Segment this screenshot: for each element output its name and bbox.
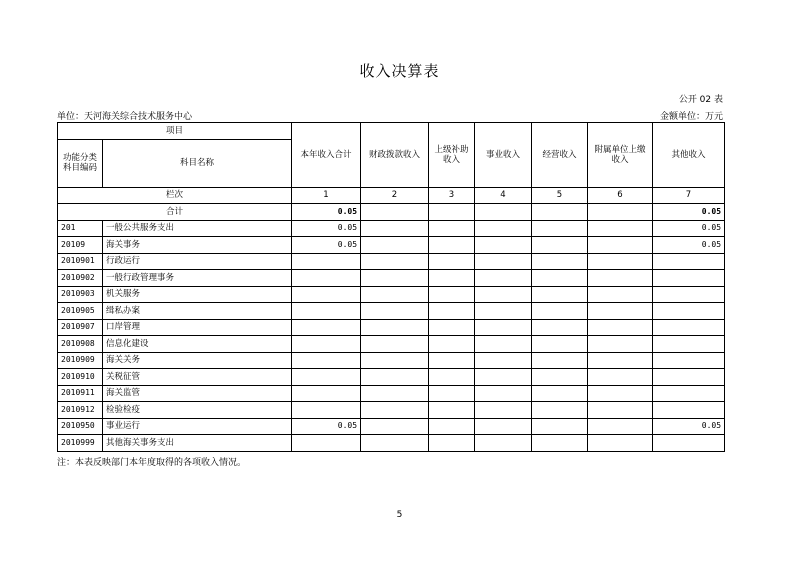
amount-cell bbox=[292, 319, 361, 336]
amount-cell bbox=[429, 286, 475, 303]
amount-cell bbox=[361, 369, 429, 386]
header-col1: 本年收入合计 bbox=[292, 123, 361, 188]
amount-cell: 0.05 bbox=[653, 418, 725, 435]
amount-cell bbox=[653, 319, 725, 336]
income-table bbox=[57, 122, 725, 452]
total-label: 合计 bbox=[58, 204, 292, 221]
amount-cell bbox=[653, 336, 725, 353]
amount-cell bbox=[475, 270, 532, 287]
amount-cell bbox=[588, 220, 653, 237]
table-row bbox=[58, 286, 725, 303]
amount-cell bbox=[653, 402, 725, 419]
amount-cell bbox=[532, 352, 588, 369]
subject-name: 一般行政管理事务 bbox=[103, 270, 292, 287]
subject-code: 2010910 bbox=[58, 369, 103, 386]
subject-name: 关税征管 bbox=[103, 369, 292, 386]
amount-cell bbox=[475, 402, 532, 419]
amount-cell bbox=[429, 418, 475, 435]
amount-cell bbox=[475, 385, 532, 402]
header-row-project bbox=[58, 123, 725, 140]
amount-unit-label: 金额单位：万元 bbox=[659, 112, 723, 122]
header-col7: 其他收入 bbox=[653, 123, 725, 188]
subject-code: 2010908 bbox=[58, 336, 103, 353]
amount-cell bbox=[292, 270, 361, 287]
table-row bbox=[58, 385, 725, 402]
amount-cell bbox=[361, 253, 429, 270]
table-row bbox=[58, 435, 725, 452]
amount-cell bbox=[361, 303, 429, 320]
total-row bbox=[58, 204, 725, 221]
subject-code: 2010950 bbox=[58, 418, 103, 435]
subject-code: 2010999 bbox=[58, 435, 103, 452]
table-row bbox=[58, 303, 725, 320]
amount-cell bbox=[429, 402, 475, 419]
amount-cell bbox=[475, 352, 532, 369]
total-value: 0.05 bbox=[292, 204, 361, 221]
table-row bbox=[58, 253, 725, 270]
lanci-num: 4 bbox=[475, 187, 532, 204]
subject-name: 事业运行 bbox=[103, 418, 292, 435]
amount-cell bbox=[588, 369, 653, 386]
amount-cell bbox=[292, 352, 361, 369]
amount-cell bbox=[292, 369, 361, 386]
total-value bbox=[429, 204, 475, 221]
subject-code: 2010902 bbox=[58, 270, 103, 287]
subject-code: 2010909 bbox=[58, 352, 103, 369]
amount-cell bbox=[292, 435, 361, 452]
total-value bbox=[475, 204, 532, 221]
amount-cell: 0.05 bbox=[292, 418, 361, 435]
amount-cell bbox=[588, 237, 653, 254]
amount-cell bbox=[588, 402, 653, 419]
amount-cell bbox=[653, 253, 725, 270]
amount-cell bbox=[588, 435, 653, 452]
amount-cell bbox=[361, 402, 429, 419]
amount-cell bbox=[588, 352, 653, 369]
page-number: 5 bbox=[396, 510, 403, 520]
header-func-code: 功能分类科目编码 bbox=[58, 139, 103, 187]
total-value bbox=[361, 204, 429, 221]
amount-cell bbox=[429, 303, 475, 320]
amount-cell: 0.05 bbox=[653, 220, 725, 237]
amount-cell bbox=[475, 220, 532, 237]
subject-name: 海关事务 bbox=[103, 237, 292, 254]
subject-name: 其他海关事务支出 bbox=[103, 435, 292, 452]
form-number: 公开 02 表 bbox=[678, 95, 723, 105]
table-row bbox=[58, 402, 725, 419]
amount-cell bbox=[429, 352, 475, 369]
table-row bbox=[58, 270, 725, 287]
subject-code: 2010903 bbox=[58, 286, 103, 303]
amount-cell bbox=[653, 303, 725, 320]
amount-cell bbox=[429, 336, 475, 353]
table-row bbox=[58, 237, 725, 254]
table-row bbox=[58, 369, 725, 386]
footnote: 注：本表反映部门本年度取得的各项收入情况。 bbox=[57, 458, 247, 468]
amount-cell bbox=[532, 369, 588, 386]
total-value bbox=[588, 204, 653, 221]
header-col6: 附属单位上缴收入 bbox=[588, 123, 653, 188]
lanci-label: 栏次 bbox=[58, 187, 292, 204]
total-value: 0.05 bbox=[653, 204, 725, 221]
total-value bbox=[532, 204, 588, 221]
amount-cell bbox=[361, 220, 429, 237]
amount-cell bbox=[292, 402, 361, 419]
amount-cell: 0.05 bbox=[292, 237, 361, 254]
amount-cell bbox=[475, 435, 532, 452]
amount-cell bbox=[532, 336, 588, 353]
amount-cell bbox=[588, 385, 653, 402]
amount-cell bbox=[429, 237, 475, 254]
header-col5: 经营收入 bbox=[532, 123, 588, 188]
table-row bbox=[58, 418, 725, 435]
amount-cell bbox=[475, 237, 532, 254]
amount-cell bbox=[532, 270, 588, 287]
amount-cell bbox=[532, 237, 588, 254]
amount-cell bbox=[588, 286, 653, 303]
amount-cell bbox=[653, 286, 725, 303]
amount-cell bbox=[532, 418, 588, 435]
subject-code: 20109 bbox=[58, 237, 103, 254]
subject-name: 海关监管 bbox=[103, 385, 292, 402]
amount-cell bbox=[429, 369, 475, 386]
amount-cell bbox=[475, 319, 532, 336]
amount-cell bbox=[532, 303, 588, 320]
amount-cell bbox=[475, 286, 532, 303]
amount-cell bbox=[429, 253, 475, 270]
amount-cell bbox=[292, 303, 361, 320]
subject-name: 机关服务 bbox=[103, 286, 292, 303]
amount-cell bbox=[653, 385, 725, 402]
amount-cell bbox=[653, 435, 725, 452]
amount-cell bbox=[475, 253, 532, 270]
unit-label: 单位：天河海关综合技术服务中心 bbox=[57, 112, 193, 122]
amount-cell bbox=[532, 253, 588, 270]
amount-cell bbox=[653, 352, 725, 369]
subject-code: 2010912 bbox=[58, 402, 103, 419]
amount-cell bbox=[475, 369, 532, 386]
amount-cell bbox=[361, 352, 429, 369]
subject-name: 海关关务 bbox=[103, 352, 292, 369]
amount-cell: 0.05 bbox=[653, 237, 725, 254]
subject-name: 信息化建设 bbox=[103, 336, 292, 353]
amount-cell bbox=[361, 418, 429, 435]
header-subject-name: 科目名称 bbox=[103, 139, 292, 187]
lanci-num: 3 bbox=[429, 187, 475, 204]
lanci-row bbox=[58, 187, 725, 204]
amount-cell bbox=[429, 319, 475, 336]
lanci-num: 5 bbox=[532, 187, 588, 204]
subject-name: 一般公共服务支出 bbox=[103, 220, 292, 237]
page-title: 收入决算表 bbox=[359, 62, 440, 80]
subject-code: 2010901 bbox=[58, 253, 103, 270]
amount-cell bbox=[429, 220, 475, 237]
amount-cell bbox=[361, 336, 429, 353]
amount-cell bbox=[292, 253, 361, 270]
subject-name: 缉私办案 bbox=[103, 303, 292, 320]
amount-cell bbox=[475, 303, 532, 320]
amount-cell bbox=[292, 336, 361, 353]
amount-cell bbox=[429, 270, 475, 287]
lanci-num: 1 bbox=[292, 187, 361, 204]
amount-cell bbox=[429, 385, 475, 402]
amount-cell bbox=[532, 402, 588, 419]
amount-cell bbox=[292, 286, 361, 303]
amount-cell bbox=[361, 237, 429, 254]
lanci-num: 7 bbox=[653, 187, 725, 204]
header-project: 项目 bbox=[58, 123, 292, 140]
table-row bbox=[58, 336, 725, 353]
amount-cell bbox=[653, 369, 725, 386]
table-row bbox=[58, 352, 725, 369]
subject-name: 行政运行 bbox=[103, 253, 292, 270]
amount-cell bbox=[532, 220, 588, 237]
amount-cell bbox=[588, 319, 653, 336]
amount-cell bbox=[532, 435, 588, 452]
amount-cell bbox=[361, 435, 429, 452]
amount-cell bbox=[475, 418, 532, 435]
table-row bbox=[58, 220, 725, 237]
amount-cell bbox=[588, 336, 653, 353]
header-col3: 上级补助收入 bbox=[429, 123, 475, 188]
amount-cell bbox=[361, 286, 429, 303]
amount-cell bbox=[532, 286, 588, 303]
amount-cell bbox=[292, 385, 361, 402]
amount-cell bbox=[475, 336, 532, 353]
header-col2: 财政拨款收入 bbox=[361, 123, 429, 188]
amount-cell bbox=[588, 418, 653, 435]
amount-cell bbox=[532, 319, 588, 336]
amount-cell bbox=[653, 270, 725, 287]
subject-code: 2010905 bbox=[58, 303, 103, 320]
amount-cell bbox=[429, 435, 475, 452]
subject-name: 检验检疫 bbox=[103, 402, 292, 419]
amount-cell bbox=[361, 385, 429, 402]
amount-cell bbox=[532, 385, 588, 402]
header-col4: 事业收入 bbox=[475, 123, 532, 188]
lanci-num: 6 bbox=[588, 187, 653, 204]
amount-cell bbox=[588, 253, 653, 270]
table-row bbox=[58, 319, 725, 336]
subject-code: 2010907 bbox=[58, 319, 103, 336]
amount-cell: 0.05 bbox=[292, 220, 361, 237]
subject-code: 201 bbox=[58, 220, 103, 237]
amount-cell bbox=[588, 303, 653, 320]
amount-cell bbox=[361, 319, 429, 336]
amount-cell bbox=[588, 270, 653, 287]
subject-name: 口岸管理 bbox=[103, 319, 292, 336]
lanci-num: 2 bbox=[361, 187, 429, 204]
subject-code: 2010911 bbox=[58, 385, 103, 402]
amount-cell bbox=[361, 270, 429, 287]
